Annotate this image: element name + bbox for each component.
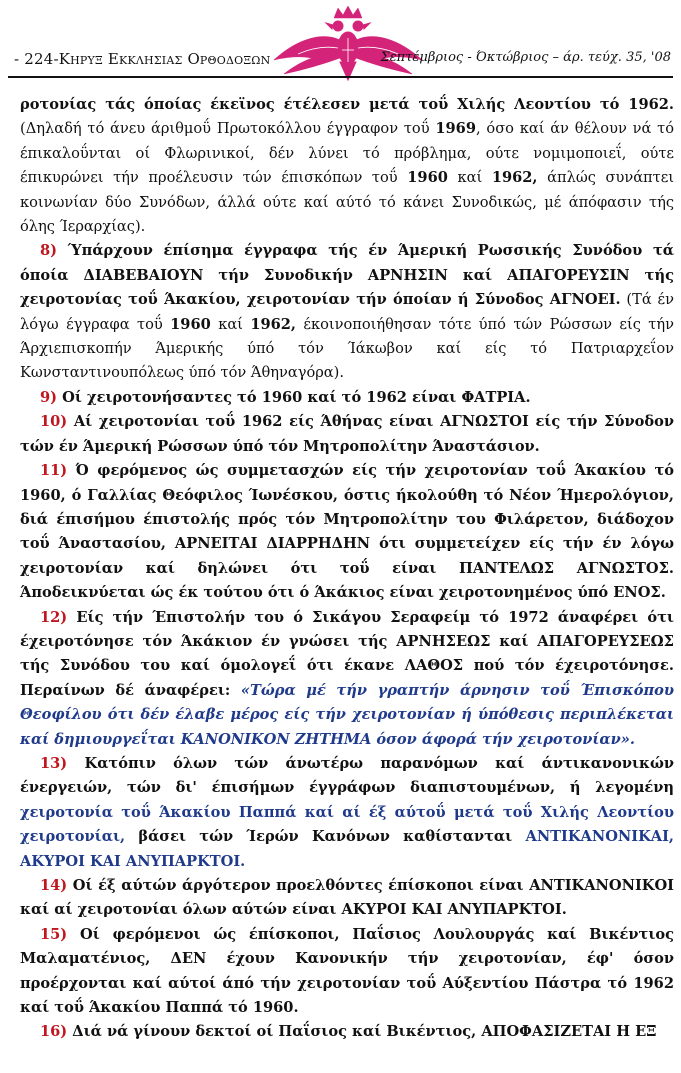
paragraph-continuation <box>20 93 674 239</box>
paragraph-15 <box>20 923 674 1021</box>
item-number: 10) <box>40 413 68 431</box>
header-issue-date: Σεπτέμβριος - Όκτώβριος – άρ. τεύχ. 35, '08 <box>380 50 671 65</box>
double-headed-eagle-icon <box>268 4 428 82</box>
text-run: (Δηλαδή τό άνευ άριθμοΰ Πρωτοκόλλου έγγραφον τοΰ <box>20 120 436 138</box>
text-run: 1962, <box>250 315 297 333</box>
text-run: βάσει τών Ίερών Κανόνων καθίστανται <box>125 828 526 846</box>
item-number: 8) <box>40 242 58 260</box>
article-body <box>20 93 674 1045</box>
text-run: ροτονίας τάς όποίας έκεϊνος έτέλεσεν μετά τοΰ Χιλής Λεοντίου τό 1962. <box>20 96 674 113</box>
text-run: Αί χειροτονίαι τοΰ 1962 είς Άθήνας είναι ΑΓΝΩΣΤΟΙ είς τήν Σύνοδον τών έν Άμερική Ρώσσων ύπό τόν Μητροπολίτην Άναστάσιον. <box>20 413 674 455</box>
text-run: Οί χειροτονήσαντες τό 1960 καί τό 1962 είναι ΦΑΤΡΙΑ. <box>57 388 531 406</box>
text-run: Είς τήν Έπιστολήν του ό Σικάγου Σεραφείμ τό 1972 άναφέρει ότι έχειροτόνησε τόν Άκάκιον έν γνώσει τής ΑΡΝΗΣΕΩΣ καί ΑΠΑΓΟΡΕΥΣΕΩΣ τής Συνόδου του καί όμολογεΐ ότι έκανε ΛΑΘΟΣ πού τόν έχειροτόνησε. Περαίνων δέ άναφέρει: <box>20 608 674 699</box>
paragraph-16 <box>20 1020 674 1044</box>
header-divider <box>8 76 673 78</box>
text-run: 1960 <box>170 315 211 333</box>
text-run: 1962, <box>491 169 538 187</box>
highlighted-text: ΑΝΤΙΚΑΝΟΝΙΚΑΙ, ΑΚΥΡΟΙ ΚΑΙ ΑΝΥΠΑΡΚΤΟΙ. <box>20 828 674 870</box>
page-header <box>0 0 681 86</box>
text-run: άπλώς συνάπτει κοινωνίαν δύο Συνόδων, άλλά ούτε καί αύτό τό κάνει Συνοδικώς, μέ άπόφασιν τής όλης Ίεραρχίας). <box>20 169 675 236</box>
paragraph-10 <box>20 410 674 459</box>
paragraph-12 <box>20 606 674 752</box>
text-run: 1969 <box>435 120 476 138</box>
item-number: 12) <box>40 608 68 626</box>
text-run: Οί φερόμενοι ώς έπίσκοποι, Παΐσιος Λουλουργάς καί Βικέντιος Μαλαματένιος, ΔΕΝ έχουν Κανονικήν τήν χειροτονίαν, έφ' όσον προέρχονται καί αύτοί άπό τήν χειροτονίαν τοΰ Αύξεντίου Πάστρα τό 1962 καί τοΰ Άκακίου Παππά τό 1960. <box>20 925 674 1017</box>
paragraph-11 <box>20 459 674 605</box>
text-run: Διά νά γίνουν δεκτοί οί Παΐσιος καί Βικέντιος, ΑΠΟΦΑΣΙΖΕΤΑΙ Η ΕΞ <box>67 1023 657 1041</box>
text-run: , όσο καί άν θέλουν νά τό έπικαλοΰνται οί Φλωρινικοί, δέν λύνει τό πρόβλημα, ούτε νομιμοποιεΐ, ούτε έπικυρώνει τήν προέλευσιν τών έπισκόπων τοΰ <box>20 120 674 187</box>
item-number: 9) <box>40 388 58 406</box>
quoted-text: «Τώρα μέ τήν γραπτήν άρνησιν τοΰ Έπισκόπου Θεοφίλου ότι δέν έλαβε μέρος είς τήν χειροτονίαν ή ύπόθεσις περιπλέκεται καί δημιουργεΐται ΚΑΝΟΝΙΚΟΝ ΖΗΤΗΜΑ όσον άφορά τήν χειροτονίαν». <box>20 681 674 748</box>
text-run: Ό φερόμενος ώς συμμετασχών είς τήν χειροτονίαν τοΰ Άκακίου τό 1960, ό Γαλλίας Θεόφιλος Ίωνέσκου, όστις ήκολούθη τό Νέον Ήμερολόγιον, διά έπισήμου έπιστολής πρός τόν Μητροπολίτην του Φιλάρετον, διάδοχον τοΰ Άναστασίου, ΑΡΝΕΙΤΑΙ ΔΙΑΡΡΗΔΗΝ ότι συμμετείχεν είς τήν έν λόγω χειροτονίαν καί δηλώνει ότι τοΰ είναι ΠΑΝΤΕΛΩΣ ΑΓΝΩΣΤΟΣ. Άποδεικνύεται ώς έκ τούτου ότι ό Άκάκιος είναι χειροτονημένος ύπό ΕΝΟΣ. <box>20 462 674 602</box>
item-number: 15) <box>40 925 68 943</box>
item-number: 16) <box>40 1023 68 1041</box>
item-number: 14) <box>40 877 68 894</box>
item-number: 13) <box>40 754 68 772</box>
paragraph-9 <box>20 386 674 410</box>
text-run: (Τά έν λόγω έγγραφα τοΰ <box>20 291 674 333</box>
paragraph-14 <box>20 874 674 923</box>
paragraph-13 <box>20 752 674 874</box>
text-run: Κατόπιν όλων τών άνωτέρω παρανόμων καί άντικανονικών ένεργειών, τών δι' έπισήμων έγγράφων διαπιστουμένων, ή λεγομένη <box>20 754 674 797</box>
text-run: καί <box>210 315 251 333</box>
highlighted-text: χειροτονία τοΰ Άκακίου Παππά καί αί έξ αύτοΰ μετά τοΰ Χιλής Λεοντίου χειροτονίαι, <box>20 803 674 846</box>
text-run: έκοινοποιήθησαν τότε ύπό τών Ρώσσων είς τήν Άρχιεπισκοπήν Άμερικής ύπό τόν Ίάκωβον καί είς τό Πατριαρχεΐον Κωνσταντινουπόλεως ύπό τόν Άθηναγόρα). <box>20 315 674 382</box>
header-journal-title: - 224-Κηρυξ Εκκλησιας Ορθοδοξων <box>14 50 271 68</box>
text-run: Οί έξ αύτών άργότερον προελθόντες έπίσκοποι είναι ΑΝΤΙΚΑΝΟΝΙΚΟΙ καί αί χειροτονίαι όλων αύτών είναι ΑΚΥΡΟΙ ΚΑΙ ΑΝΥΠΑΡΚΤΟΙ. <box>20 877 674 919</box>
text-run: 1960 <box>407 169 448 187</box>
paragraph-8 <box>20 239 674 385</box>
item-number: 11) <box>40 462 68 480</box>
text-run: καί <box>447 169 492 187</box>
text-run: Ύπάρχουν έπίσημα έγγραφα τής έν Άμερική Ρωσσικής Συνόδου τά όποία ΔΙΑΒΕΒΑΙΟΥΝ τήν Συνοδικήν ΑΡΝΗΣΙΝ καί ΑΠΑΓΟΡΕΥΣΙΝ τής χειροτονίας τοΰ Άκακίου, χειροτονίαν τήν όποίαν ή Σύνοδος ΑΓΝΟΕΙ. <box>20 242 674 309</box>
